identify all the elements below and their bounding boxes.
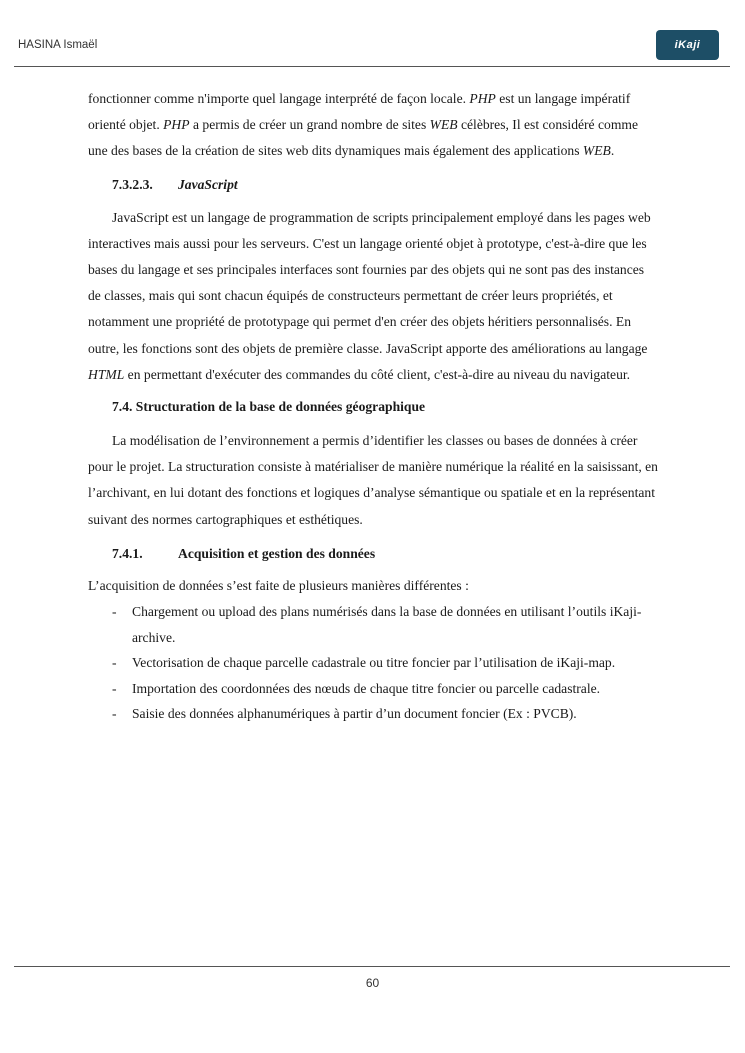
acquisition-intro: L’acquisition de données s’est faite de plusieurs manières différentes : bbox=[88, 577, 469, 593]
ikaji-logo bbox=[656, 30, 719, 60]
footer-divider bbox=[14, 966, 730, 967]
bullet: - bbox=[112, 604, 117, 620]
acquisition-list bbox=[88, 599, 658, 727]
list-item: - Chargement ou upload des plans numérisés dans la base de données en utilisant l’outils iKaji-archive. bbox=[88, 599, 658, 650]
header-divider bbox=[14, 66, 730, 67]
list-item: - Importation des coordonnées des nœuds de chaque titre foncier ou parcelle cadastrale. bbox=[88, 676, 658, 702]
logo-text: iKaji bbox=[674, 39, 701, 51]
heading-javascript bbox=[88, 172, 658, 198]
bullet: - bbox=[112, 706, 117, 722]
header-author: HASINA Ismaël bbox=[18, 39, 98, 51]
heading-title: JavaScript bbox=[178, 176, 238, 192]
heading-7-4-1 bbox=[88, 541, 658, 567]
bullet: - bbox=[112, 655, 117, 671]
page-number: 60 bbox=[365, 976, 380, 990]
list-item: - Vectorisation de chaque parcelle cadastrale ou titre foncier par l’utilisation de iKaji-map. bbox=[88, 650, 658, 676]
heading-number: 7.3.2.3. bbox=[112, 176, 153, 192]
bullet: - bbox=[112, 680, 117, 696]
heading-number: 7.4.1. bbox=[112, 545, 143, 561]
page-content bbox=[88, 86, 658, 727]
section-7-4-paragraph: La modélisation de l’environnement a permis d’identifier les classes ou bases de données à créer pour le projet. La structuration consiste à matérialiser de manière numérique la réalité en la saisissant, en l’archivant, en lui dotant des fonctions et logiques d’analyse sémantique ou spatiale et en la représentant suivant des normes cartographiques et esthétiques. bbox=[88, 433, 658, 527]
javascript-paragraph: JavaScript est un langage de programmation de scripts principalement employé dans les pages web interactives mais aussi pour les serveurs. C'est un langage orienté objet à prototype, c'est-à-dire que les bases du langage et ses principales interfaces sont fournies par des objets qui ne sont pas des instances de classes, mais qui sont chacun équipés de constructeurs permettant de créer leurs propriétés, et notamment une propriété de prototypage qui permet d'en créer des objets héritiers personnalisés. En outre, les fonctions sont des objets de première classe. JavaScript apporte des améliorations au langage HTML en permettant d'exécuter des commandes du côté client, c'est-à-dire au niveau du navigateur. bbox=[88, 209, 651, 382]
list-item: - Saisie des données alphanumériques à partir d’un document foncier (Ex : PVCB). bbox=[88, 701, 658, 727]
heading-title: Acquisition et gestion des données bbox=[178, 545, 376, 561]
heading-7-4: 7.4. Structuration de la base de données géographique bbox=[112, 399, 426, 415]
intro-paragraph: fonctionner comme n'importe quel langage interprété de façon locale. PHP est un langage impératif orienté objet. PHP a permis de créer un grand nombre de sites WEB célèbres, Il est considéré comme une des bases de la création de sites web dits dynamiques mais également des applications WEB. bbox=[88, 91, 638, 159]
